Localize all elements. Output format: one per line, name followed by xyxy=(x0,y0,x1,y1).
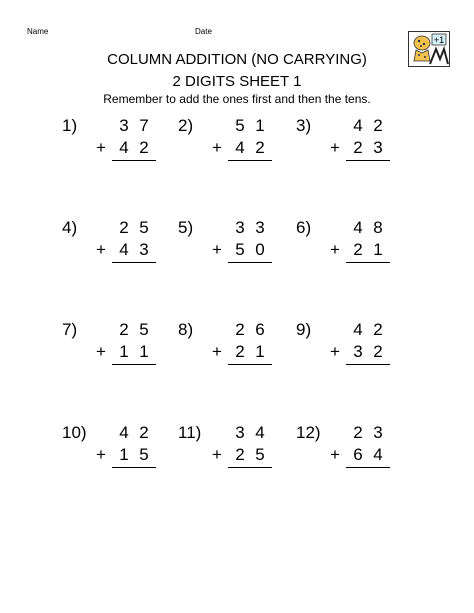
bottom-tens-digit: 2 xyxy=(235,445,245,464)
problem-9 xyxy=(296,320,396,380)
problem-number: 5) xyxy=(178,218,194,237)
problem-number: 1) xyxy=(62,116,78,135)
answer-line xyxy=(112,160,156,161)
problem-number: 9) xyxy=(296,320,312,339)
top-tens-digit: 4 xyxy=(353,116,363,135)
answer-line xyxy=(346,262,390,263)
problem-1 xyxy=(62,116,162,176)
date-label: Date xyxy=(195,27,212,36)
plus-sign: + xyxy=(212,445,222,464)
top-ones-digit: 1 xyxy=(255,116,265,135)
answer-line xyxy=(112,364,156,365)
problem-number: 3) xyxy=(296,116,312,135)
bottom-tens-digit: 4 xyxy=(119,138,129,157)
page-title: COLUMN ADDITION (NO CARRYING) xyxy=(107,51,367,68)
plus-sign: + xyxy=(96,445,106,464)
bottom-ones-digit: 0 xyxy=(255,240,265,259)
top-ones-digit: 3 xyxy=(255,218,265,237)
problem-12 xyxy=(296,423,396,483)
bottom-tens-digit: 2 xyxy=(353,240,363,259)
problem-number: 7) xyxy=(62,320,78,339)
plus-sign: + xyxy=(96,138,106,157)
bottom-ones-digit: 1 xyxy=(373,240,383,259)
problem-number: 8) xyxy=(178,320,194,339)
top-ones-digit: 3 xyxy=(373,423,383,442)
plus-sign: + xyxy=(330,240,340,259)
bottom-ones-digit: 3 xyxy=(373,138,383,157)
logo-text: +1 xyxy=(433,35,445,45)
problem-number: 2) xyxy=(178,116,194,135)
bottom-ones-digit: 2 xyxy=(255,138,265,157)
top-tens-digit: 2 xyxy=(119,320,129,339)
bottom-tens-digit: 1 xyxy=(119,342,129,361)
bottom-tens-digit: 2 xyxy=(235,342,245,361)
bottom-ones-digit: 5 xyxy=(255,445,265,464)
problem-7 xyxy=(62,320,162,380)
answer-line xyxy=(228,364,272,365)
bottom-tens-digit: 3 xyxy=(353,342,363,361)
plus-sign: + xyxy=(330,445,340,464)
bottom-ones-digit: 2 xyxy=(139,138,149,157)
top-tens-digit: 4 xyxy=(353,218,363,237)
instructions: Remember to add the ones first and then the tens. xyxy=(103,92,371,106)
bottom-tens-digit: 2 xyxy=(353,138,363,157)
top-ones-digit: 4 xyxy=(255,423,265,442)
top-ones-digit: 5 xyxy=(139,320,149,339)
answer-line xyxy=(346,467,390,468)
top-ones-digit: 8 xyxy=(373,218,383,237)
problem-number: 10) xyxy=(62,423,87,442)
problem-5 xyxy=(178,218,278,278)
top-tens-digit: 2 xyxy=(235,320,245,339)
plus-sign: + xyxy=(212,342,222,361)
problem-8 xyxy=(178,320,278,380)
plus-sign: + xyxy=(330,138,340,157)
problem-10 xyxy=(62,423,162,483)
top-ones-digit: 5 xyxy=(139,218,149,237)
bottom-ones-digit: 3 xyxy=(139,240,149,259)
answer-line xyxy=(112,467,156,468)
bottom-ones-digit: 5 xyxy=(139,445,149,464)
problem-11 xyxy=(178,423,278,483)
answer-line xyxy=(228,160,272,161)
top-tens-digit: 2 xyxy=(353,423,363,442)
plus-sign: + xyxy=(212,240,222,259)
name-label: Name xyxy=(27,27,49,36)
bottom-tens-digit: 4 xyxy=(119,240,129,259)
top-ones-digit: 2 xyxy=(373,320,383,339)
top-ones-digit: 7 xyxy=(139,116,149,135)
page-subtitle: 2 DIGITS SHEET 1 xyxy=(172,73,302,90)
bottom-ones-digit: 2 xyxy=(373,342,383,361)
top-ones-digit: 2 xyxy=(373,116,383,135)
top-tens-digit: 2 xyxy=(119,218,129,237)
bottom-tens-digit: 4 xyxy=(235,138,245,157)
problem-2 xyxy=(178,116,278,176)
top-tens-digit: 3 xyxy=(235,218,245,237)
top-ones-digit: 2 xyxy=(139,423,149,442)
top-tens-digit: 3 xyxy=(119,116,129,135)
bottom-ones-digit: 1 xyxy=(139,342,149,361)
problem-number: 11) xyxy=(178,423,202,442)
bottom-ones-digit: 4 xyxy=(373,445,383,464)
plus-sign: + xyxy=(212,138,222,157)
top-tens-digit: 3 xyxy=(235,423,245,442)
problem-number: 4) xyxy=(62,218,78,237)
answer-line xyxy=(228,262,272,263)
answer-line xyxy=(346,160,390,161)
answer-line xyxy=(228,467,272,468)
bottom-tens-digit: 6 xyxy=(353,445,363,464)
bottom-ones-digit: 1 xyxy=(255,342,265,361)
problem-number: 6) xyxy=(296,218,312,237)
top-tens-digit: 4 xyxy=(119,423,129,442)
problem-3 xyxy=(296,116,396,176)
plus-sign: + xyxy=(330,342,340,361)
top-tens-digit: 5 xyxy=(235,116,245,135)
bottom-tens-digit: 5 xyxy=(235,240,245,259)
plus-sign: + xyxy=(96,342,106,361)
answer-line xyxy=(346,364,390,365)
problem-4 xyxy=(62,218,162,278)
top-tens-digit: 4 xyxy=(353,320,363,339)
top-ones-digit: 6 xyxy=(255,320,265,339)
bottom-tens-digit: 1 xyxy=(119,445,129,464)
plus-sign: + xyxy=(96,240,106,259)
answer-line xyxy=(112,262,156,263)
problem-number: 12) xyxy=(296,423,321,442)
problem-6 xyxy=(296,218,396,278)
